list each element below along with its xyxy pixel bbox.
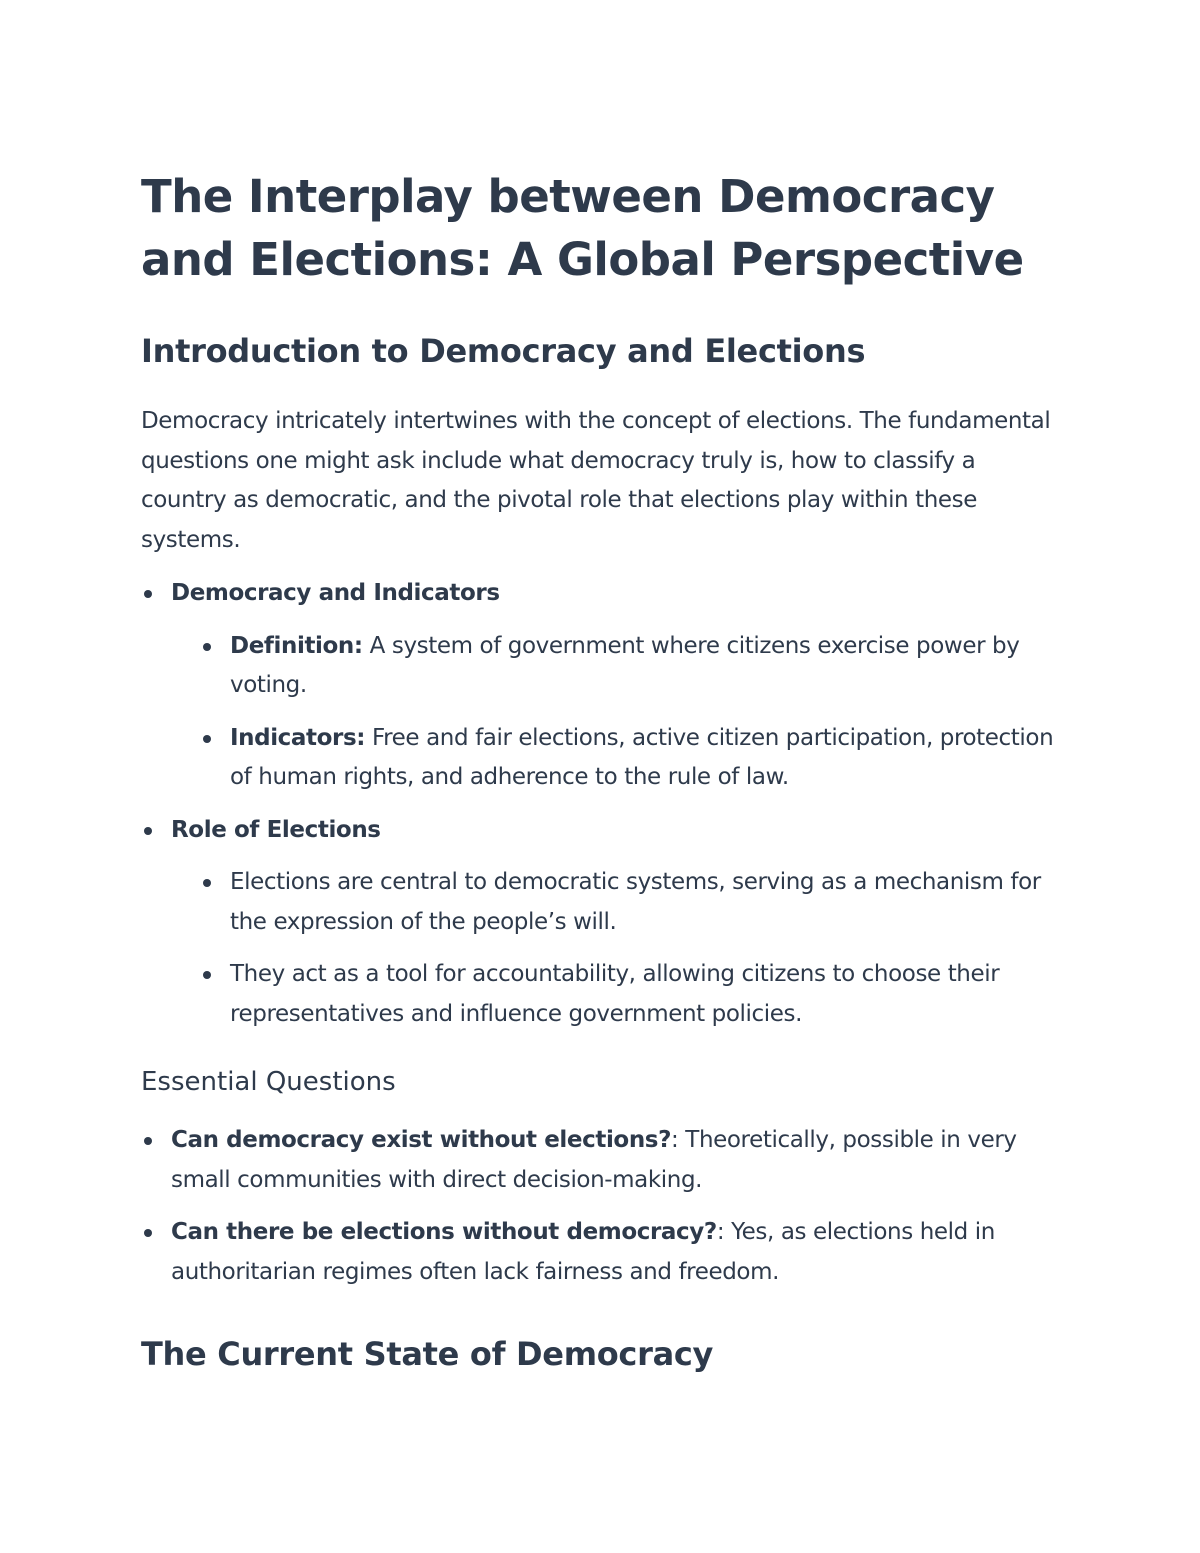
- bullet-icon: [144, 590, 152, 598]
- definition-label: Definition:: [230, 632, 363, 659]
- list-item-question-1: [141, 1121, 1061, 1200]
- question-label: Can democracy exist without elections?: [171, 1127, 672, 1153]
- definition-text: A system of government where citizens exercise power by voting.: [230, 632, 1020, 698]
- list-item-democracy-and-indicators: [141, 574, 1061, 798]
- document-title: The Interplay between Democracy and Elections: A Global Perspective: [141, 170, 1024, 286]
- indicators-label: Indicators:: [230, 724, 366, 751]
- list-item-label: Role of Elections: [171, 816, 381, 843]
- list-item-label: Democracy and Indicators: [171, 580, 500, 606]
- section-heading-current-state: The Current State of Democracy: [141, 1335, 714, 1373]
- bullet-icon: [203, 735, 211, 743]
- sub-list-item-text: They act as a tool for accountability, allowing citizens to choose their representatives and influence government policies.: [230, 961, 1000, 1027]
- sub-list-item-text: Elections are central to democratic systems, serving as a mechanism for the expression of the people’s will.: [230, 869, 1041, 935]
- bullet-icon: [144, 1229, 152, 1237]
- intro-paragraph: Democracy intricately intertwines with the concept of elections. The fundamental questions one might ask include what democracy truly is, how to classify a country as democratic, and the pivotal role that elections play within these systems.: [141, 408, 1051, 553]
- section-heading-introduction: Introduction to Democracy and Elections: [141, 332, 866, 370]
- question-label: Can there be elections without democracy?: [171, 1219, 717, 1245]
- bullet-icon: [144, 1137, 152, 1145]
- bullet-icon: [144, 827, 152, 835]
- sub-list-democracy-and-indicators: [171, 627, 1061, 798]
- question-answer: : Yes, as elections held in authoritarian regimes often lack fairness and freedom.: [171, 1219, 995, 1285]
- bullet-icon: [203, 643, 211, 651]
- sub-list-item-accountability: [171, 955, 1061, 1034]
- question-answer: : Theoretically, possible in very small communities with direct decision-making.: [171, 1127, 1017, 1193]
- section-heading-essential-questions: Essential Questions: [141, 1067, 396, 1097]
- sub-list-role-of-elections: [171, 863, 1061, 1034]
- bullet-icon: [203, 971, 211, 979]
- intro-list: [141, 574, 1061, 1034]
- indicators-text: Free and fair elections, active citizen participation, protection of human rights, and adherence to the rule of law.: [230, 724, 1054, 790]
- sub-list-item-indicators: [171, 719, 1061, 798]
- list-item-role-of-elections: [141, 811, 1061, 1035]
- list-item-question-2: [141, 1213, 1061, 1292]
- sub-list-item-definition: [171, 627, 1061, 706]
- sub-list-item-elections-central: [171, 863, 1061, 942]
- document-page: [141, 165, 1061, 1376]
- essential-questions-list: [141, 1121, 1061, 1292]
- bullet-icon: [203, 879, 211, 887]
